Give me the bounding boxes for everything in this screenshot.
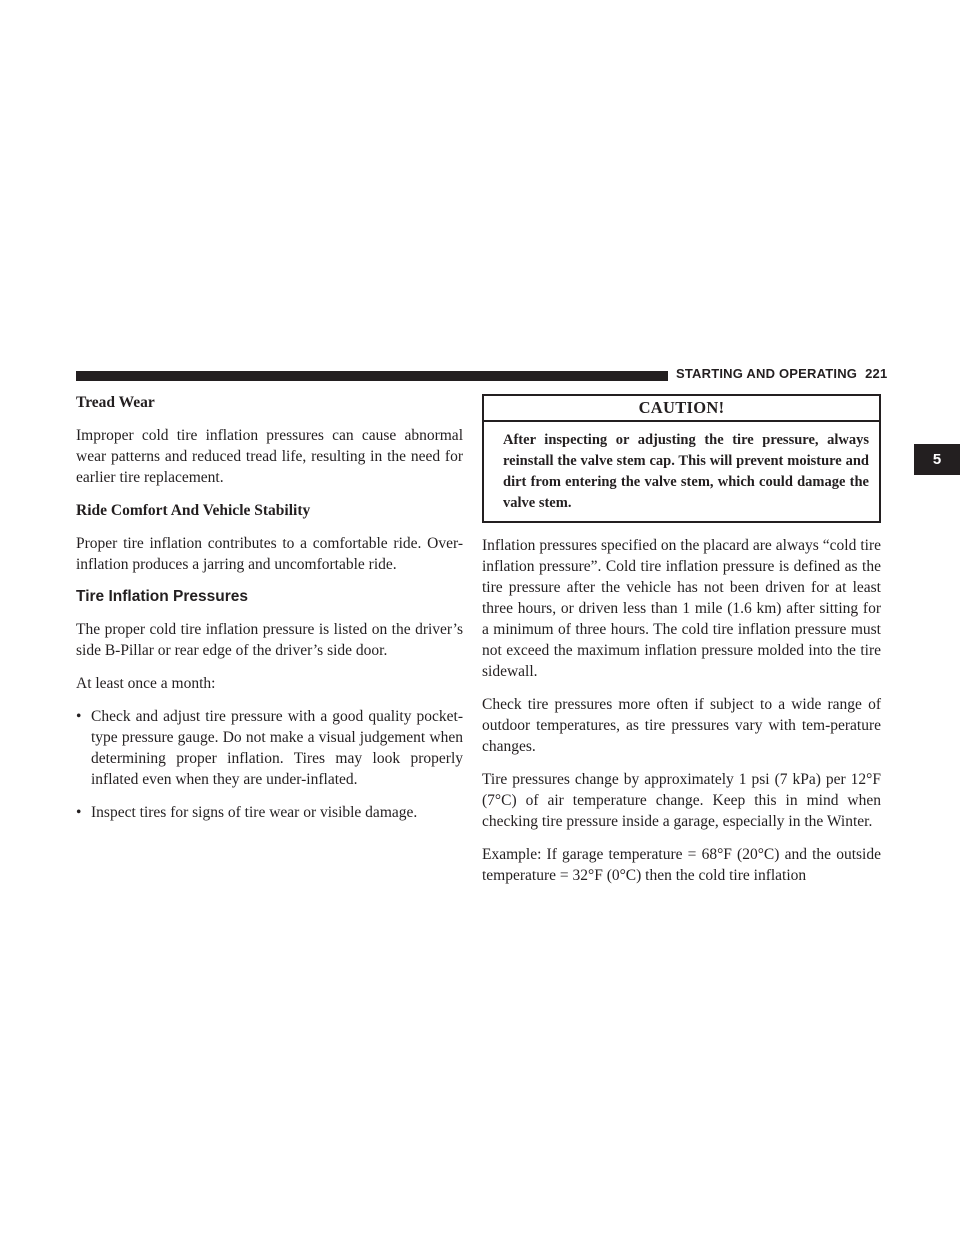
tire-inflation-heading: Tire Inflation Pressures	[76, 588, 248, 605]
tread-wear-paragraph: Improper cold tire inflation pressures can cause abnormal wear patterns and reduced tread life, resulting in the need for earlier tire replacement.	[76, 427, 463, 486]
header-rule	[76, 371, 668, 381]
caution-box	[482, 394, 881, 523]
list-item-text: Inspect tires for signs of tire wear or visible damage.	[91, 804, 418, 821]
caution-title: CAUTION!	[484, 396, 879, 422]
temperature-range-paragraph: Check tire pressures more often if subject to a wide range of outdoor temperatures, as tire pressures vary with tem-perature changes.	[482, 696, 881, 755]
monthly-intro: At least once a month:	[76, 675, 216, 692]
example-paragraph: Example: If garage temperature = 68°F (20°C) and the outside temperature = 32°F (0°C) then the cold tire inflation	[482, 846, 881, 884]
monthly-checklist	[76, 706, 463, 823]
tire-inflation-paragraph: The proper cold tire inflation pressure is listed on the driver’s side B-Pillar or rear edge of the driver’s side door.	[76, 621, 463, 659]
cold-inflation-paragraph: Inflation pressures specified on the placard are always “cold tire inflation pressure”. Cold tire inflation pressure is defined as the tire pressure after the vehicle has not been driven for at least three hours, or driven less than 1 mile (1.6 km) after sitting for a minimum of three hours. The cold tire inflation pressure must not exceed the maximum inflation pressure molded into the tire sidewall.	[482, 537, 881, 680]
list-item-text: Check and adjust tire pressure with a good quality pocket-type pressure gauge. Do not make a visual judgement when determining proper inflation. Tires may look properly inflated even when they are under-inflated.	[91, 708, 463, 788]
section-title: STARTING AND OPERATING	[676, 366, 858, 381]
running-header	[676, 366, 887, 381]
ride-comfort-paragraph: Proper tire inflation contributes to a comfortable ride. Over-inflation produces a jarring and uncomfortable ride.	[76, 535, 463, 573]
list-item	[76, 802, 463, 823]
bullet-icon: •	[76, 804, 82, 821]
ride-comfort-heading: Ride Comfort And Vehicle Stability	[76, 502, 311, 519]
list-item	[76, 706, 463, 790]
caution-text: After inspecting or adjusting the tire pressure, always reinstall the valve stem cap. This will prevent moisture and dirt from entering the valve stem, which could damage the valve stem.	[503, 432, 869, 511]
tread-wear-heading: Tread Wear	[76, 394, 155, 411]
pressure-change-paragraph: Tire pressures change by approximately 1 psi (7 kPa) per 12°F (7°C) of air temperature change. Keep this in mind when checking tire pressure inside a garage, especially in the Winter.	[482, 771, 881, 830]
bullet-icon: •	[76, 708, 82, 725]
chapter-tab: 5	[914, 444, 960, 475]
left-column	[76, 392, 463, 835]
page-number: 221	[865, 366, 888, 381]
right-column	[482, 392, 881, 898]
